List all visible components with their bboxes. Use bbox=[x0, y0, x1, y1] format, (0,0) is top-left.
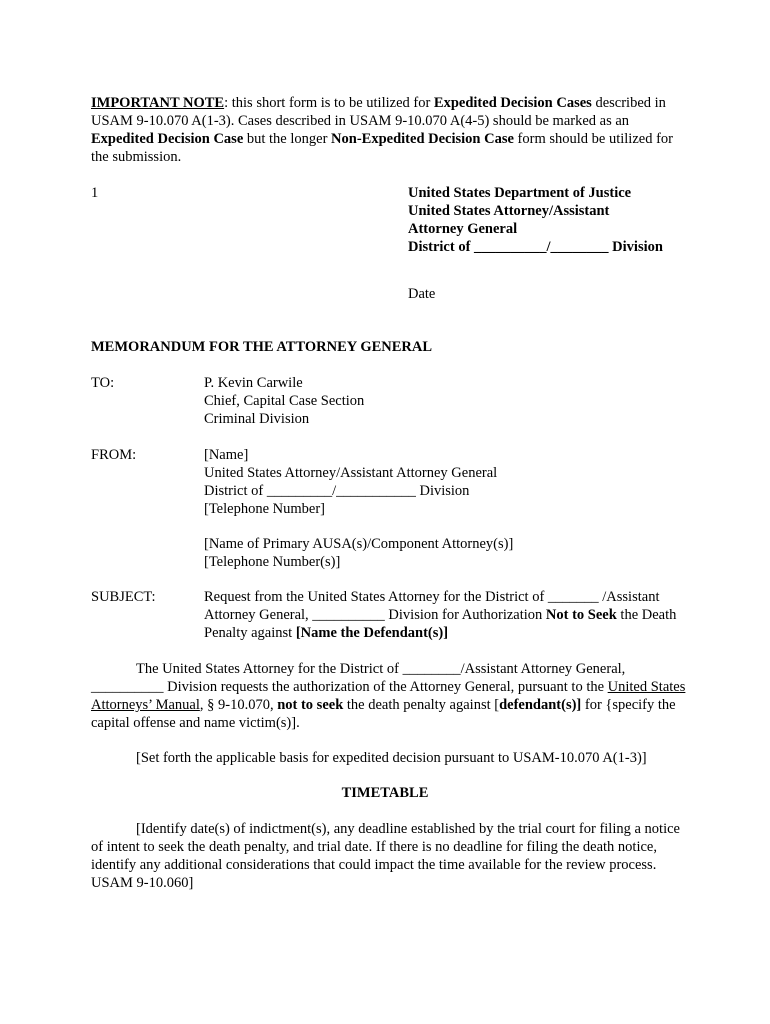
important-note-label: IMPORTANT NOTE bbox=[91, 95, 225, 111]
from-ausa-block bbox=[204, 535, 694, 571]
subject-label: SUBJECT: bbox=[91, 589, 156, 605]
body-paragraph-request bbox=[91, 660, 691, 732]
memo-title: MEMORANDUM FOR THE ATTORNEY GENERAL bbox=[91, 339, 433, 355]
body-bold: defendant(s)] bbox=[499, 697, 582, 713]
to-block bbox=[204, 374, 694, 428]
subject-part: Request from the United States Attorney for the District of _______ /Assistant Attorney General, __________ Division for Authorization bbox=[204, 589, 660, 623]
letterhead-line: Attorney General bbox=[408, 221, 518, 237]
body-text: , § 9-10.070, bbox=[199, 697, 278, 713]
note-bold: Expedited Decision Case bbox=[91, 131, 244, 147]
subject-bold: [Name the Defendant(s)] bbox=[295, 625, 449, 641]
to-label: TO: bbox=[91, 375, 115, 391]
to-name: P. Kevin Carwile bbox=[204, 375, 303, 391]
to-title: Chief, Capital Case Section bbox=[204, 393, 365, 409]
from-title: United States Attorney/Assistant Attorney General bbox=[204, 465, 498, 481]
subject-part: the Death Penalty against bbox=[204, 607, 677, 641]
from-ausa-name: [Name of Primary AUSA(s)/Component Attorney(s)] bbox=[204, 536, 514, 552]
letterhead-line: United States Department of Justice bbox=[408, 185, 632, 201]
note-text: : this short form is to be utilized for bbox=[224, 95, 434, 111]
to-division: Criminal Division bbox=[204, 411, 310, 427]
body-bold: not to seek bbox=[277, 697, 344, 713]
note-text: but the longer bbox=[243, 131, 332, 147]
usam-reference: United States Attorneys’ Manual bbox=[91, 679, 686, 713]
from-name: [Name] bbox=[204, 447, 249, 463]
from-block bbox=[204, 446, 694, 518]
letterhead-line: United States Attorney/Assistant bbox=[408, 203, 610, 219]
timetable-heading: TIMETABLE bbox=[341, 785, 429, 801]
body-text: the death penalty against [ bbox=[343, 697, 500, 713]
letterhead bbox=[408, 184, 708, 256]
note-text: form should be utilized for the submission. bbox=[91, 131, 673, 165]
body-text: for {specify the capital offense and name victim(s)]. bbox=[91, 697, 676, 731]
body-paragraph-timetable bbox=[91, 820, 691, 892]
from-district: District of _________/___________ Division bbox=[204, 483, 470, 499]
from-ausa-phone: [Telephone Number(s)] bbox=[204, 554, 341, 570]
date-line: Date bbox=[408, 286, 436, 302]
from-phone: [Telephone Number] bbox=[204, 501, 325, 517]
subject-text bbox=[204, 588, 694, 642]
note-bold: Non-Expedited Decision Case bbox=[331, 131, 514, 147]
body-text: The United States Attorney for the District of ________/Assistant Attorney General, __________ Division requests the authorization of the Attorney General, pursuant to the bbox=[91, 661, 626, 695]
note-text: described in USAM 9-10.070 A(1-3). Cases described in USAM 9-10.070 A(4-5) should be marked as an bbox=[91, 95, 666, 129]
note-bold: Expedited Decision Cases bbox=[433, 95, 592, 111]
body-text: [Identify date(s) of indictment(s), any deadline established by the trial court for filing a notice of intent to seek the death penalty, and trial date. If there is no deadline for filing the death notice, identify any additional considerations that could impact the time available for the review process. USAM 9-10.060] bbox=[91, 821, 680, 891]
subject-bold: Not to Seek bbox=[545, 607, 617, 623]
from-label: FROM: bbox=[91, 447, 137, 463]
page-number: 1 bbox=[91, 185, 99, 201]
important-note bbox=[91, 94, 691, 166]
body-paragraph-basis: [Set forth the applicable basis for expedited decision pursuant to USAM-10.070 A(1-3)] bbox=[136, 750, 647, 766]
letterhead-district: District of __________/________ Division bbox=[408, 239, 663, 255]
